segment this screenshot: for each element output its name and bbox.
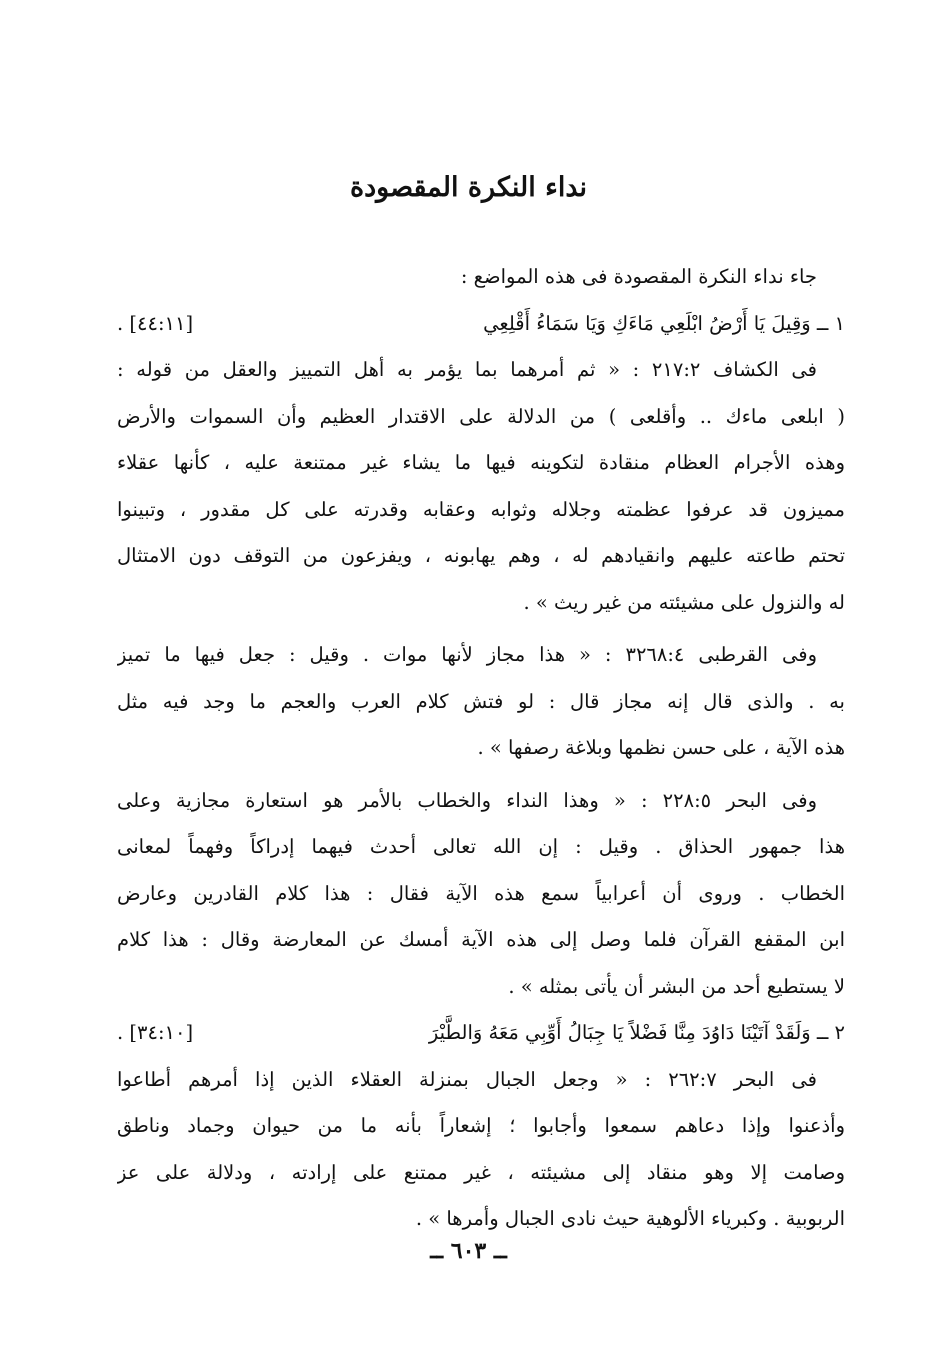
paragraph-line: وصامت إلا وهو منقاد إلى مشيئته ، غير ممتنع على إرادته ، ودلالة على عز bbox=[117, 1160, 845, 1184]
qurtubi-paragraph bbox=[117, 632, 845, 772]
paragraph-line: مميزون قد عرفوا عظمته وجلاله وثوابه وعقابه وقدرته على كل مقدور ، وتبينوا bbox=[117, 497, 845, 521]
verse-2 bbox=[117, 1010, 845, 1057]
verse-2-text: ٢ ــ وَلَقَدْ آتَيْنَا دَاوُدَ مِنَّا فَضْلاً يَا جِبَالُ أَوِّبِي مَعَهُ وَالطَّيْرَ bbox=[428, 1021, 845, 1044]
page-number: ــ ٦٠٣ ــ bbox=[430, 1238, 507, 1264]
paragraph-line: وفى القرطبى ٣٢٦٨:٤ : « هذا مجاز لأنها موات . وقيل : جعل فيها ما تميز bbox=[117, 643, 817, 666]
paragraph-line: الربوبية . وكبرياء الألوهية حيث نادى الجبال وأمرها » . bbox=[415, 1207, 845, 1230]
intro-line: جاء نداء النكرة المقصودة فى هذه المواضع : bbox=[460, 265, 817, 288]
paragraph-line: ابن المقفع القرآن فلما وصل إلى هذه الآية أمسك عن المعارضة وقال : هذا كلام bbox=[117, 928, 845, 951]
page-title: نداء النكرة المقصودة bbox=[349, 172, 588, 203]
paragraph-line: فى البحر ٢٦٢:٧ : « وجعل الجبال بمنزلة العقلاء الذين إذا أمرهم أطاعوا bbox=[117, 1067, 817, 1091]
paragraph-line: تحتم طاعته عليهم وانقيادهم له ، وهم يهابونه ، ويفزعون من التوقف دون الامتثال bbox=[117, 544, 845, 567]
kashshaf-paragraph bbox=[117, 347, 845, 626]
bahr-paragraph-2 bbox=[117, 1057, 845, 1243]
paragraph-line: ( ابلعى ماءك .. وأقلعى ) من الدلالة على الاقتدار العظيم وأن السموات والأرض bbox=[117, 404, 845, 428]
paragraph-line: لا يستطيع أحد من البشر أن يأتى بمثله » . bbox=[508, 974, 845, 998]
paragraph-line: فى الكشاف ٢١٧:٢ : « ثم أمرهما بما يؤمر به أهل التمييز والعقل من قوله : bbox=[117, 358, 817, 381]
paragraph-line: هذا جمهور الحذاق . وقيل : إن الله تعالى أحدث فيهما إدراكاً وفهماً لمعانى bbox=[117, 835, 845, 858]
paragraph-line: به . والذى قال إنه مجاز قال : لو فتش كلام العرب والعجم ما وجد فيه مثل bbox=[117, 689, 845, 713]
verse-1-reference: [٤٤:١١] . bbox=[117, 311, 194, 335]
bahr-paragraph-1 bbox=[117, 778, 845, 1011]
paragraph-line: وفى البحر ٢٢٨:٥ : « وهذا النداء والخطاب بالأمر هو استعارة مجازية وعلى bbox=[117, 788, 817, 812]
paragraph-line: وهذه الأجرام العظام منقادة لتكوينه فيها ما يشاء غير ممتنعة عليه ، كأنها عقلاء bbox=[117, 451, 845, 474]
paragraph-line: الخطاب . وروى أن أعرابياً سمع هذه الآية فقال : هذا كلام القادرين وعارض bbox=[117, 881, 845, 905]
verse-1-text: ١ ــ وَقِيلَ يَا أَرْضُ ابْلَعِي مَاءَكِ وَيَا سَمَاءُ أَقْلِعِي bbox=[483, 311, 845, 335]
paragraph-line: هذه الآية ، على حسن نظمها وبلاغة رصفها » . bbox=[477, 736, 845, 759]
verse-2-reference: [٣٤:١٠] . bbox=[117, 1021, 194, 1044]
paragraph-line: له والنزول على مشيئته من غير ريث » . bbox=[523, 590, 845, 614]
page-body bbox=[117, 254, 845, 1243]
verse-1 bbox=[117, 301, 845, 348]
paragraph-line: وأذعنوا وإذا دعاهم سمعوا وأجابوا ؛ إشعاراً بأنه ما من حيوان وجماد وناطق bbox=[117, 1114, 845, 1137]
